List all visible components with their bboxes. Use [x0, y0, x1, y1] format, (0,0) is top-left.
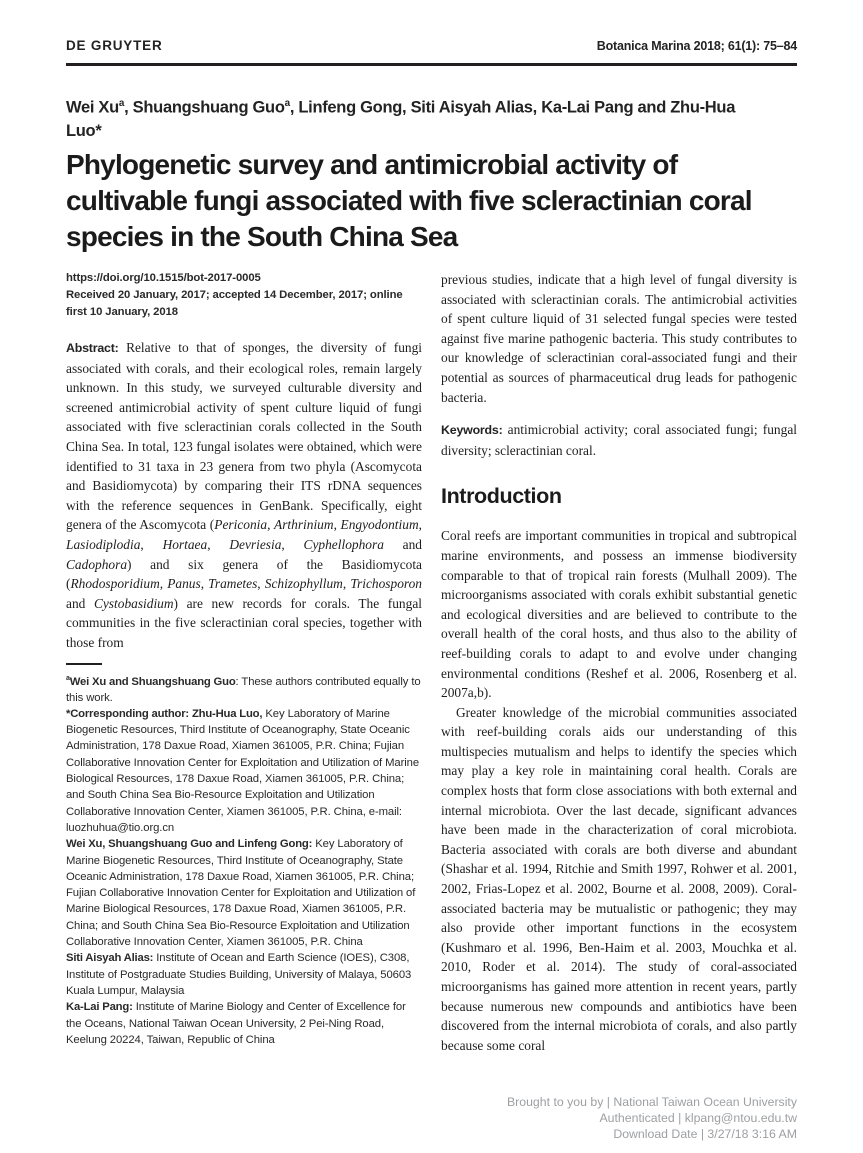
paper-title: Phylogenetic survey and antimicrobial activity of cultivable fungi associated with five scleractinian coral species in the South China Sea: [66, 149, 752, 252]
authors-line: Wei Xu$^a$, Shuangshuang Guo$^a$, Linfeng Gong, Siti Aisyah Alias, Ka-Lai Pang and Zhu-Hua Luo*: [66, 98, 736, 140]
doi-link[interactable]: https://doi.org/10.1515/bot-2017-0005: [66, 272, 261, 284]
footer-brought-to-you-by: Brought to you by | National Taiwan Ocean University: [506, 1095, 797, 1109]
received-dates: Received 20 January, 2017; accepted 14 December, 2017; online first 10 January, 2018: [66, 289, 403, 318]
footnote-equal-contribution: $^a$Wei Xu and Shuangshuang Guo: These authors contributed equally to this work.: [66, 674, 421, 704]
left-column: [66, 270, 422, 1048]
footnote-affiliation-pang: Ka-Lai Pang: Institute of Marine Biology and Center of Excellence for the Oceans, National Taiwan Ocean University, 2 Pei-Ning Road, Keelung 20224, Taiwan, Republic of China: [66, 1001, 406, 1046]
page-header: [66, 38, 797, 53]
journal-citation: Botanica Marina 2018; 61(1): 75–84: [596, 39, 797, 53]
keywords-line: Keywords: antimicrobial activity; coral associated fungi; fungal diversity; scleractinian coral.: [441, 422, 797, 458]
footnote-affiliation-alias: Siti Aisyah Alias: Institute of Ocean and Earth Science (IOES), C308, Institute of Postgraduate Studies Building, University of Malaya, 50603 Kuala Lumpur, Malaysia: [66, 952, 412, 997]
intro-paragraph-2: Greater knowledge of the microbial communities associated with reef-building corals aids our understanding of this multispecies mutualism and helps to identify the species which may play a key role in maintaining coral health. Corals are complex hosts that form close associations with both external and internal microbiota. Over the last decade, significant advances have been made in the characterization of coral microbiota. Bacteria associated with corals are both diverse and abundant (Shashar et al. 1994, Ritchie and Smith 1997, Rohwer et al. 2001, 2002, Frias-Lopez et al. 2002, Bourne et al. 2008, 2009). Coral-associated bacteria may be mutualistic or pathogenic; they may also provide other important functions in the ecosystem (Kushmaro et al. 1996, Ben-Haim et al. 2003, Mouchka et al. 2010, Roder et al. 2014). The study of coral-associated microorganisms has gained more attention in recent years, partly because numerous new compounds and antibiotics have been discovered from the internal microbiota of corals, and also partly because some coral: [441, 704, 797, 1053]
publisher-logo-text: DE GRUYTER: [66, 38, 163, 53]
provider-footer: [507, 1095, 797, 1142]
footer-authenticated: Authenticated | klpang@ntou.edu.tw: [599, 1110, 797, 1125]
article-meta: [66, 270, 422, 321]
footer-download-date: Download Date | 3/27/18 3:16 AM: [613, 1126, 797, 1141]
abstract-continued: previous studies, indicate that a high level of fungal diversity is associated with scleractinian corals. The antimicrobial activities of spent culture liquid of 31 selected fungal species were tested against five marine pathogenic bacteria. This study contributes to our knowledge of scleractinian coral-associated fungi and their potential as sources of pharmaceutical drug leads for pathogenic bacteria.: [441, 272, 797, 405]
header-rule: [66, 63, 797, 66]
section-heading-introduction: Introduction: [441, 484, 562, 509]
footnote-divider: [66, 663, 102, 665]
footnote-corresponding-author: *Corresponding author: Zhu-Hua Luo, Key Laboratory of Marine Biogenetic Resources, Third Institute of Oceanography, State Oceanic Administration, 178 Daxue Road, Xiamen 361005, P.R. China; Fujian Collaborative Innovation Center for Exploitation and Utilization of Marine Biological Resources, 178 Daxue Road, Xiamen 361005, P.R. China; and South China Sea Bio-Resource Exploitation and Utilization Collaborative Innovation Center, Xiamen 361005, P.R. China, e-mail: luozhuhua@tio.org.cn: [66, 707, 420, 834]
footnotes-block: [66, 671, 422, 1049]
intro-paragraph-1: Coral reefs are important communities in tropical and subtropical marine environments, and possess an immense biodiversity comparable to that of tropical rain forests (Mulhall 2009). The microorganisms associated with corals exhibit substantial genetic and ecological diversities and are believed to contribute to the overall health of the coral hosts, and thus also to the ability of reef-building corals to adapt to and evolve under changing environmental conditions (Reshef et al. 2006, Rosenberg et al. 2007a,b).: [441, 528, 797, 701]
footnote-affiliation-xu-guo-gong: Wei Xu, Shuangshuang Guo and Linfeng Gong: Key Laboratory of Marine Biogenetic Resources, Third Institute of Oceanography, State Oceanic Administration, 178 Daxue Road, Xiamen 361005, P.R. China; Fujian Collaborative Innovation Center for Exploitation and Utilization of Marine Biological Resources, 178 Daxue Road, Xiamen 361005, P.R. China; and South China Sea Bio-Resource Exploitation and Utilization Collaborative Innovation Center, Xiamen 361005, P.R. China: [66, 838, 416, 949]
two-column-body: [66, 270, 797, 1055]
abstract-paragraph: Abstract: Relative to that of sponges, the diversity of fungi associated with corals, and their ecological roles, remain largely unknown. In this study, we surveyed culturable diversity and screened antimicrobial activity of spent culture liquid of fungi associated with five scleractinian corals collected in the South China Sea. In total, 123 fungal isolates were obtained, which were identified to 31 taxa in 23 genera from two phyla (Ascomycota and Basidiomycota) by comparing their ITS rDNA sequences with the reference sequences in GenBank. Specifically, eight genera of the Ascomycota (Periconia, Arthrinium, Engyodontium, Lasiodiplodia, Hortaea, Devriesia, Cyphellophora and Cadophora) and six genera of the Basidiomycota (Rhodosporidium, Panus, Trametes, Schizophyllum, Trichosporon and Cystobasidium) are new records for corals. The fungal communities in the five scleractinian coral species, together with those from: [66, 340, 423, 650]
right-column: [441, 270, 797, 1055]
